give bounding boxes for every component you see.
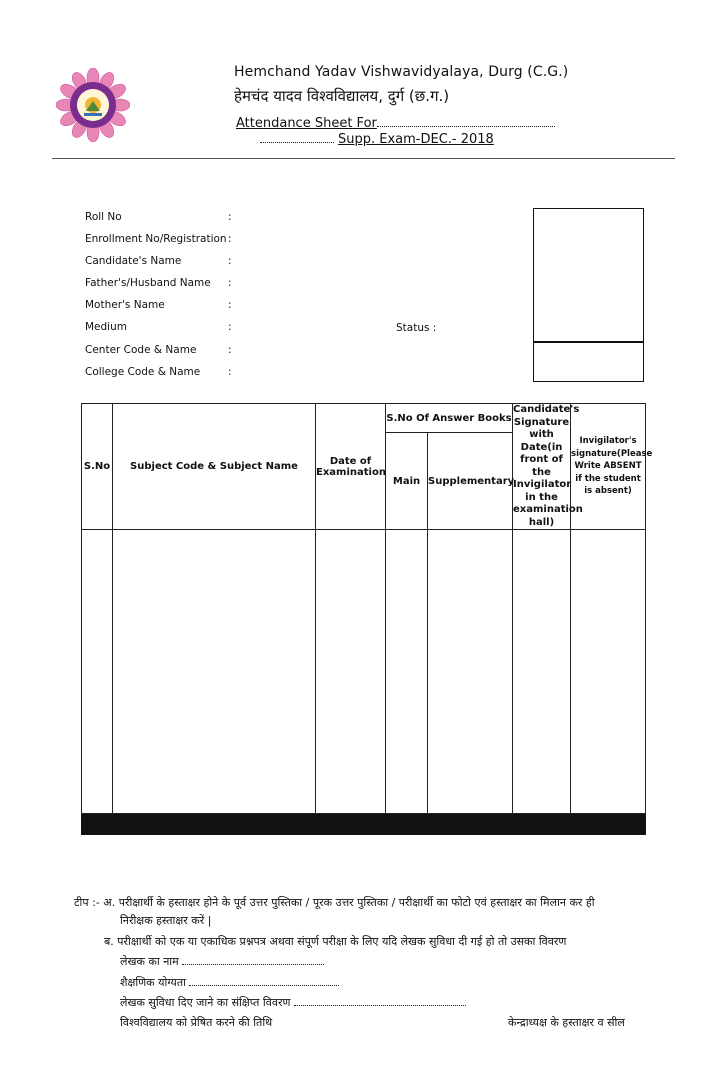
note-facility-detail bbox=[120, 995, 466, 1010]
header-divider bbox=[52, 158, 675, 159]
note-b-line bbox=[104, 934, 566, 949]
field-college-label: College Code & Name bbox=[85, 366, 201, 378]
university-name-hindi: हेमचंद यादव विश्वविद्यालय, दुर्ग (छ.ग.) bbox=[234, 87, 450, 105]
exam-label: Supp. Exam-DEC.- 2018 bbox=[338, 132, 494, 147]
cell-main[interactable] bbox=[386, 530, 428, 814]
field-roll-no-label: Roll No bbox=[85, 211, 122, 223]
field-candidate-name-colon: : bbox=[228, 255, 232, 267]
field-college-colon: : bbox=[228, 366, 232, 378]
cell-invigilator-signature[interactable] bbox=[571, 530, 646, 814]
field-center-label: Center Code & Name bbox=[85, 344, 197, 356]
field-father-name-label: Father's/Husband Name bbox=[85, 277, 211, 289]
table-row bbox=[82, 530, 646, 814]
col-candidate-signature: Candidate's Signature with Date(in front of the Invigilator in the examination hall) bbox=[513, 404, 583, 528]
note-tip-prefix: टीप :- अ. bbox=[74, 896, 116, 909]
cell-candidate-signature[interactable] bbox=[513, 530, 571, 814]
footer-cell bbox=[571, 814, 646, 835]
field-medium-colon: : bbox=[228, 321, 232, 333]
table-footer-bar bbox=[82, 814, 646, 835]
col-answer-books: S.No Of Answer Books bbox=[386, 404, 513, 433]
field-enrollment-colon: : bbox=[228, 233, 232, 245]
col-supplementary: Supplementary bbox=[428, 433, 513, 530]
note-b-text: परीक्षार्थी को एक या एकाधिक प्रश्नपत्र अथवा संपूर्ण परीक्षा के लिए यदि लेखक सुविधा दी गई हो तो उसका विवरण bbox=[117, 935, 567, 948]
col-date: Date of Examination bbox=[316, 404, 386, 530]
attendance-dotted-line bbox=[377, 116, 555, 127]
status-label: Status : bbox=[396, 322, 437, 334]
university-seal-logo bbox=[56, 68, 130, 142]
cell-subject[interactable] bbox=[113, 530, 316, 814]
footer-cell bbox=[428, 814, 513, 835]
cell-supplementary[interactable] bbox=[428, 530, 513, 814]
qualification-dotted-line bbox=[189, 976, 339, 986]
university-name-english: Hemchand Yadav Vishwavidyalaya, Durg (C.G.) bbox=[234, 64, 569, 80]
footer-cell bbox=[316, 814, 386, 835]
note-a-line2: निरीक्षक हस्ताक्षर करें | bbox=[120, 914, 212, 927]
facility-detail-dotted-line bbox=[294, 996, 466, 1006]
note-center-sign: केन्द्राध्यक्ष के हस्ताक्षर व सील bbox=[508, 1016, 625, 1029]
field-mother-name-label: Mother's Name bbox=[85, 299, 165, 311]
signature-box bbox=[533, 342, 644, 382]
footer-cell bbox=[386, 814, 428, 835]
note-a-line1 bbox=[74, 895, 595, 910]
writer-name-label: लेखक का नाम bbox=[120, 955, 179, 968]
attendance-sheet-title bbox=[236, 116, 555, 131]
attendance-table bbox=[81, 403, 653, 835]
footer-cell bbox=[113, 814, 316, 835]
field-roll-no-colon: : bbox=[228, 211, 232, 223]
field-mother-name-colon: : bbox=[228, 299, 232, 311]
field-candidate-name-label: Candidate's Name bbox=[85, 255, 182, 267]
note-qualification bbox=[120, 975, 339, 990]
footer-cell bbox=[82, 814, 113, 835]
footer-cell bbox=[513, 814, 571, 835]
field-enrollment-label: Enrollment No/Registration bbox=[85, 233, 227, 245]
col-sno: S.No bbox=[82, 404, 113, 530]
note-writer-name bbox=[120, 954, 324, 969]
facility-detail-label: लेखक सुविधा दिए जाने का संक्षिप्त विवरण bbox=[120, 996, 291, 1009]
field-center-colon: : bbox=[228, 344, 232, 356]
col-invigilator-signature: Invigilator's signature(Please Write ABSENT if the student is absent) bbox=[571, 404, 646, 530]
qualification-label: शैक्षणिक योग्यता bbox=[120, 976, 186, 989]
cell-date[interactable] bbox=[316, 530, 386, 814]
writer-name-dotted-line bbox=[182, 955, 324, 965]
exam-title bbox=[260, 132, 494, 147]
cell-sno[interactable] bbox=[82, 530, 113, 814]
field-father-name-colon: : bbox=[228, 277, 232, 289]
note-a-text: परीक्षार्थी के हस्ताक्षर होने के पूर्व उत्तर पुस्तिका / पूरक उत्तर पुस्तिका / परीक्षार्थी का फोटो एवं हस्ताक्षर का मिलान कर ही bbox=[118, 896, 595, 909]
photo-box bbox=[533, 208, 644, 342]
note-b-prefix: ब. bbox=[104, 935, 114, 948]
exam-dotted-line bbox=[260, 132, 334, 143]
attendance-sheet-label: Attendance Sheet For bbox=[236, 116, 377, 131]
col-main: Main bbox=[386, 433, 428, 530]
field-medium-label: Medium bbox=[85, 321, 127, 333]
note-sent-date: विश्वविद्यालय को प्रेषित करने की तिथि bbox=[120, 1016, 273, 1029]
col-subject: Subject Code & Subject Name bbox=[113, 404, 316, 530]
